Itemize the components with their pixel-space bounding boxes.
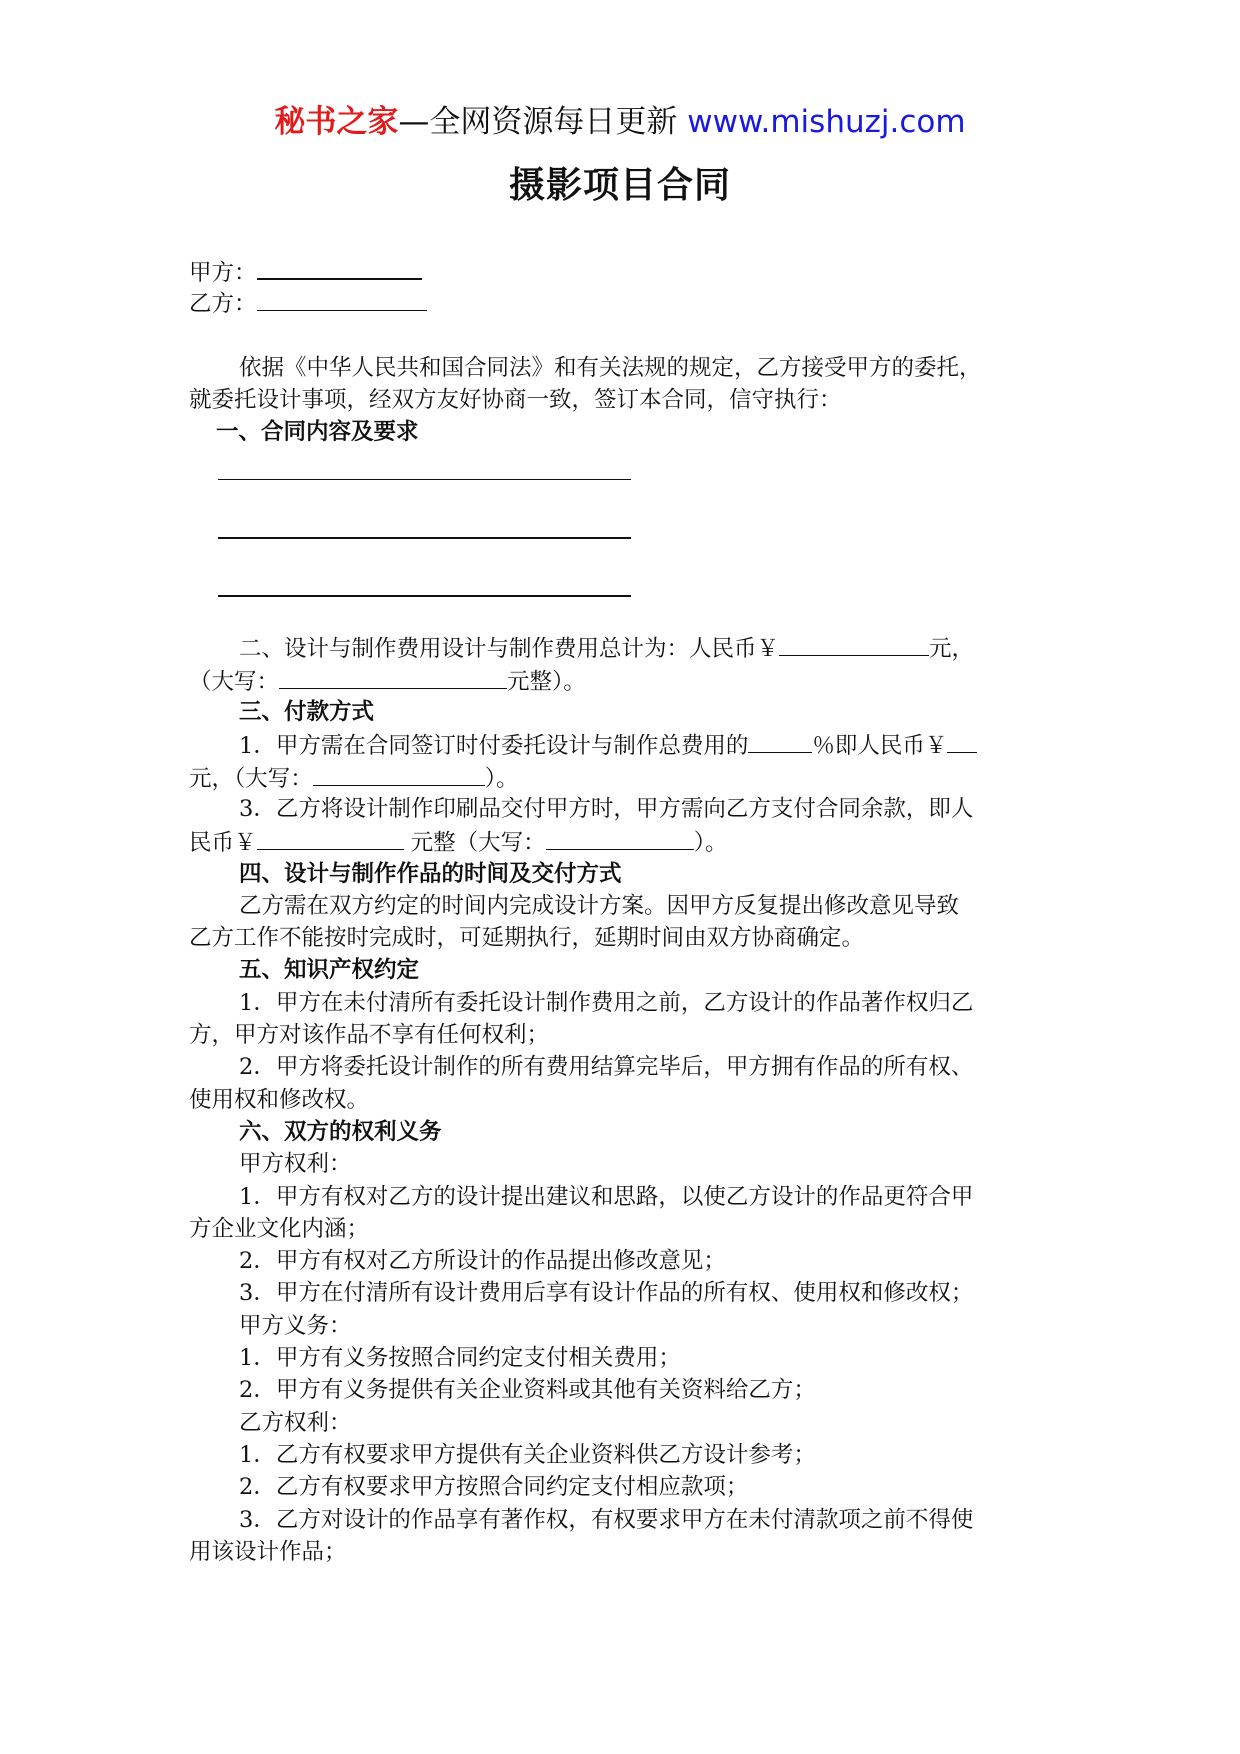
banner-url-link[interactable]: www.mishuzj.com [687,104,966,140]
payment-3-close: ）。 [693,830,728,857]
payment-3-amount-blank[interactable] [257,825,404,850]
party-a-blank[interactable] [257,254,422,280]
sub-heading: 乙方权利： [239,1409,352,1436]
list-item: 3．甲方在付清所有设计费用后享有设计作品的所有权、使用权和修改权； [239,1280,974,1307]
list-item: 1．甲方有义务按照合同约定支付相关费用； [239,1345,681,1372]
party-b-line [189,286,1052,318]
fee-amount-blank[interactable] [779,631,929,656]
payment-percent-blank[interactable] [748,728,812,753]
list-item: 2．乙方有权要求甲方按照合同约定支付相应款项； [239,1474,749,1501]
party-b-label: 乙方： [189,291,257,318]
party-a-line [189,254,1052,286]
site-banner [0,102,1240,142]
intro-line: 依据《中华人民共和国合同法》和有关法规的规定，乙方接受甲方的委托， [239,354,982,381]
payment-3-capital-blank[interactable] [546,825,694,850]
payment-1-capital-label: 元，（大写： [189,765,313,792]
payment-clause-1 [189,728,1052,760]
payment-clause-3: 3．乙方将设计制作印刷品交付甲方时，甲方需向乙方支付合同余款，即人 [239,795,974,822]
party-a-label: 甲方： [189,260,257,286]
payment-3-rmb: 民币￥ [189,830,257,857]
paragraph-line: 使用权和修改权。 [189,1086,370,1113]
fee-capital-blank[interactable] [279,664,507,689]
payment-1-capital-blank[interactable] [313,761,485,786]
payment-3-capital-label: 元整（大写： [410,830,546,857]
fee-capital-line [189,664,1052,696]
banner-brand: 秘书之家 [274,104,399,140]
paragraph-line: 乙方需在双方约定的时间内完成设计方案。因甲方反复提出修改意见导致 [239,892,960,919]
list-item: 1．甲方有权对乙方的设计提出建议和思路，以使乙方设计的作品更符合甲 [239,1183,974,1210]
section-6-heading: 六、双方的权利义务 [239,1118,442,1145]
fee-text: 二、设计与制作费用设计与制作费用总计为：人民币￥ [239,636,780,663]
payment-1-close: ）。 [484,765,519,792]
paragraph-line: 1．甲方在未付清所有委托设计制作费用之前，乙方设计的作品著作权归乙 [239,989,974,1016]
payment-1-rmb: ％即人民币￥ [812,733,948,760]
contract-body [189,254,1052,1568]
sub-heading: 甲方义务： [239,1312,352,1339]
fee-capital-label: （大写： [189,668,280,695]
fee-unit: 元， [929,636,975,663]
section-3-heading: 三、付款方式 [239,699,375,726]
list-item: 3．乙方对设计的作品享有著作权，有权要求甲方在未付清款项之前不得使 [239,1506,974,1533]
section-5-heading: 五、知识产权约定 [239,957,420,984]
list-item: 1．乙方有权要求甲方提供有关企业资料供乙方设计参考； [239,1441,816,1468]
list-item: 2．甲方有权对乙方所设计的作品提出修改意见； [239,1248,726,1275]
intro-line: 就委托设计事项，经双方友好协商一致，签订本合同，信守执行： [189,386,842,413]
paragraph-line: 2．甲方将委托设计制作的所有费用结算完毕后，甲方拥有作品的所有权、 [239,1054,974,1081]
list-item: 用该设计作品； [189,1538,347,1565]
payment-1-amount-blank[interactable] [947,728,977,753]
sub-heading: 甲方权利： [239,1151,352,1178]
list-item: 方企业文化内涵； [189,1215,370,1242]
fee-capital-suffix: 元整）。 [507,668,586,695]
banner-tagline: —全网资源每日更新 [398,104,678,140]
paragraph-line: 方，甲方对该作品不享有任何权利； [189,1022,550,1049]
payment-clause-3-cont [189,825,1052,857]
party-b-blank[interactable] [257,286,427,311]
paragraph-line: 乙方工作不能按时完成时，可延期执行，延期时间由双方协商确定。 [189,925,865,952]
document-title: 摄影项目合同 [508,164,731,206]
payment-1-text: 1．甲方需在合同签订时付委托设计与制作总费用的 [239,733,749,760]
list-item: 2．甲方有义务提供有关企业资料或其他有关资料给乙方； [239,1377,816,1404]
section-4-heading: 四、设计与制作作品的时间及交付方式 [239,860,622,887]
section-1-heading: 一、合同内容及要求 [216,419,419,446]
payment-clause-1-cont [189,761,1052,793]
fee-line [189,631,1052,663]
